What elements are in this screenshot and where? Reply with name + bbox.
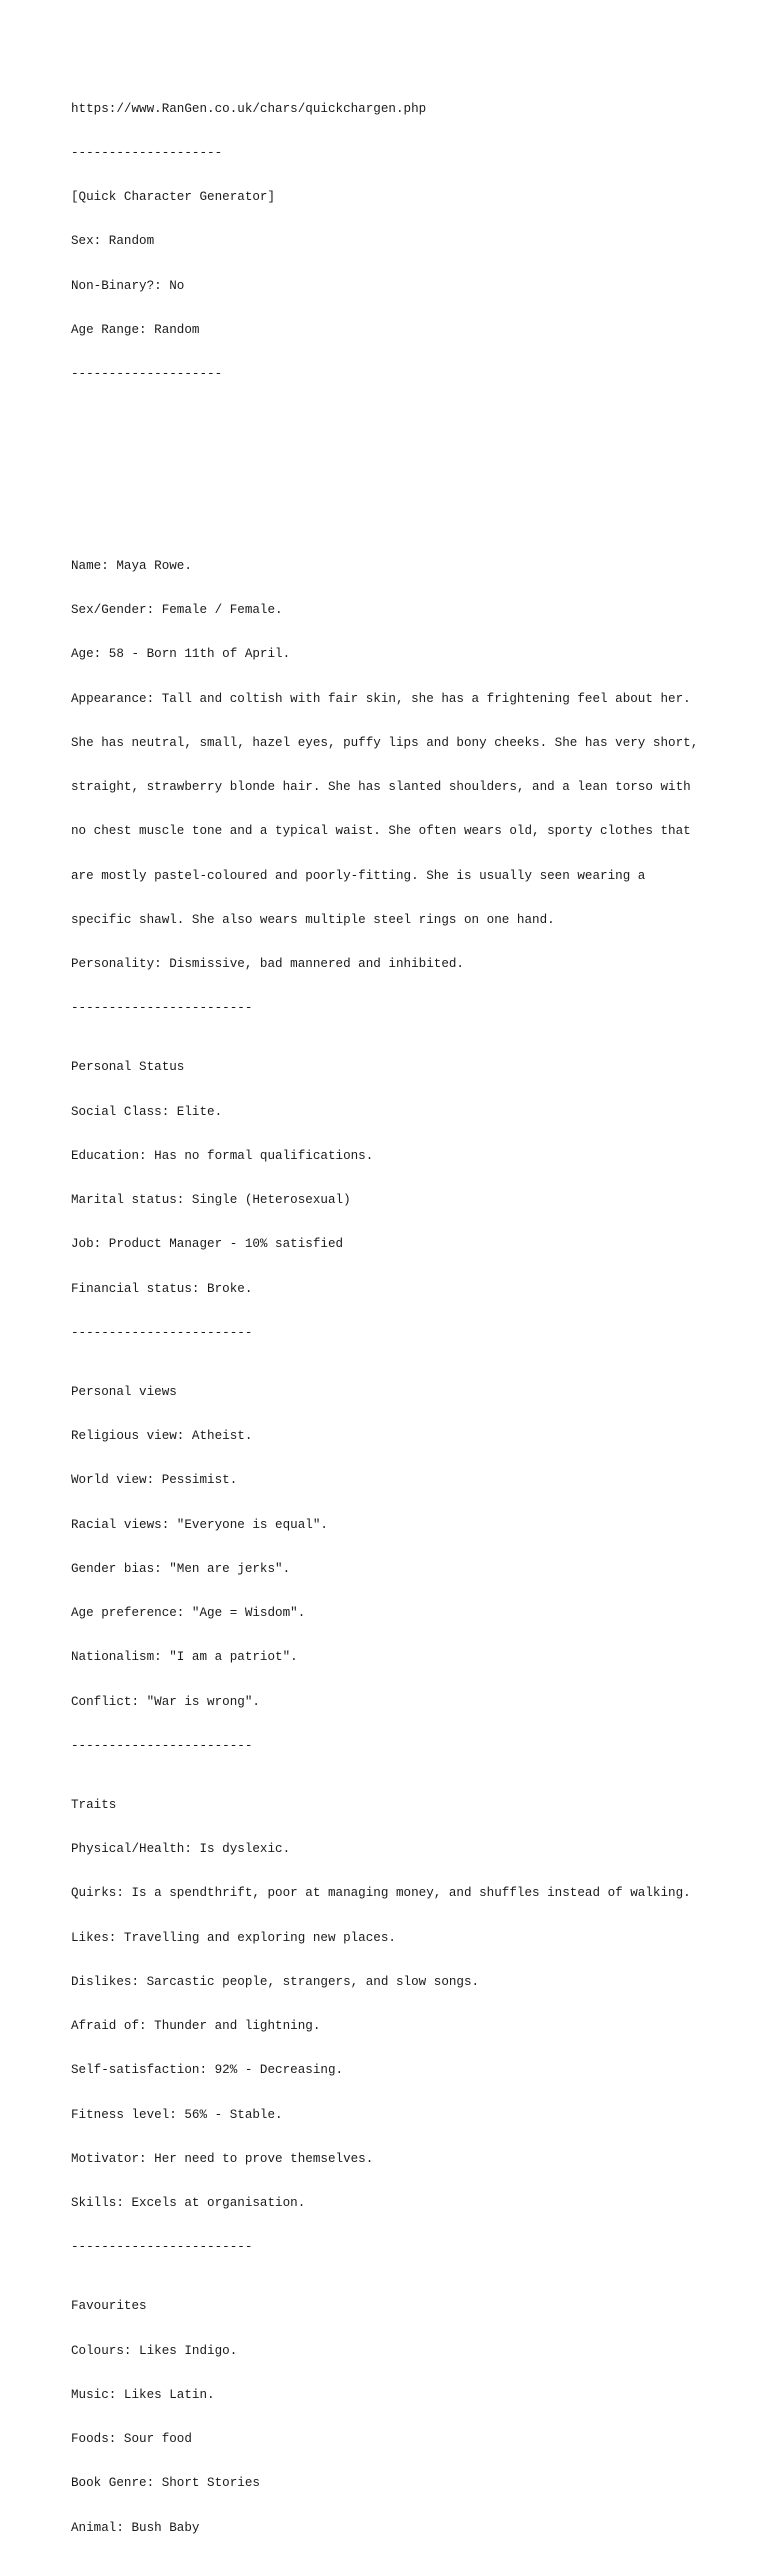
appearance-line: She has neutral, small, hazel eyes, puffy lips and bony cheeks. She has very short, bbox=[71, 735, 699, 750]
favourite-music: Music: Likes Latin. bbox=[71, 2387, 215, 2402]
appearance-line: are mostly pastel-coloured and poorly-fitting. She is usually seen wearing a bbox=[71, 868, 646, 883]
favourite-foods: Foods: Sour food bbox=[71, 2432, 192, 2446]
setting-sex: Sex: Random bbox=[71, 234, 155, 249]
spacer bbox=[71, 456, 751, 471]
nationalism: Nationalism: "I am a patriot". bbox=[71, 1650, 298, 1665]
personal-status-heading: Personal Status bbox=[71, 1060, 185, 1075]
spacer bbox=[71, 500, 751, 515]
character-personality: Personality: Dismissive, bad mannered and inhibited. bbox=[71, 957, 464, 971]
favourite-animal: Animal: Bush Baby bbox=[71, 2520, 200, 2535]
appearance-line: specific shawl. She also wears multiple steel rings on one hand. bbox=[71, 912, 555, 927]
favourite-book-genre: Book Genre: Short Stories bbox=[71, 2476, 260, 2491]
fitness-level: Fitness level: 56% - Stable. bbox=[71, 2107, 283, 2122]
divider: ------------------------ bbox=[71, 1325, 253, 1340]
religious-view: Religious view: Atheist. bbox=[71, 1429, 253, 1443]
motivator: Motivator: Her need to prove themselves. bbox=[71, 2151, 374, 2166]
spacer bbox=[71, 411, 751, 426]
dislikes: Dislikes: Sarcastic people, strangers, and slow songs. bbox=[71, 1974, 480, 1989]
favourite-colours: Colours: Likes Indigo. bbox=[71, 2343, 238, 2358]
physical-health: Physical/Health: Is dyslexic. bbox=[71, 1842, 291, 1856]
education: Education: Has no formal qualifications. bbox=[71, 1148, 374, 1163]
character-sex-gender: Sex/Gender: Female / Female. bbox=[71, 603, 283, 617]
favourites-heading: Favourites bbox=[71, 2299, 147, 2314]
likes: Likes: Travelling and exploring new places. bbox=[71, 1930, 396, 1945]
character-name: Name: Maya Rowe. bbox=[71, 558, 192, 573]
personal-views-heading: Personal views bbox=[71, 1384, 177, 1399]
document-page bbox=[71, 72, 751, 2550]
divider: -------------------- bbox=[71, 145, 223, 160]
divider: ------------------------ bbox=[71, 1001, 253, 1016]
racial-views: Racial views: "Everyone is equal". bbox=[71, 1517, 328, 1532]
setting-age-range: Age Range: Random bbox=[71, 322, 200, 337]
quirks: Quirks: Is a spendthrift, poor at managing money, and shuffles instead of walking. bbox=[71, 1886, 691, 1901]
job: Job: Product Manager - 10% satisfied bbox=[71, 1237, 344, 1252]
character-age: Age: 58 - Born 11th of April. bbox=[71, 647, 291, 662]
divider: -------------------- bbox=[71, 367, 223, 381]
financial-status: Financial status: Broke. bbox=[71, 1281, 253, 1296]
source-url: https://www.RanGen.co.uk/chars/quickchargen.php bbox=[71, 101, 427, 116]
divider: ------------------------ bbox=[71, 2240, 253, 2255]
setting-non-binary: Non-Binary?: No bbox=[71, 278, 185, 293]
conflict: Conflict: "War is wrong". bbox=[71, 1694, 260, 1709]
gender-bias: Gender bias: "Men are jerks". bbox=[71, 1561, 291, 1576]
appearance-line: straight, strawberry blonde hair. She has slanted shoulders, and a lean torso with bbox=[71, 780, 691, 794]
appearance-line: Appearance: Tall and coltish with fair skin, she has a frightening feel about her. bbox=[71, 691, 691, 706]
self-satisfaction: Self-satisfaction: 92% - Decreasing. bbox=[71, 2063, 344, 2078]
appearance-line: no chest muscle tone and a typical waist. She often wears old, sporty clothes that bbox=[71, 824, 691, 839]
divider: ------------------------ bbox=[71, 1738, 253, 1753]
world-view: World view: Pessimist. bbox=[71, 1473, 238, 1488]
settings-heading: [Quick Character Generator] bbox=[71, 190, 276, 204]
marital-status: Marital status: Single (Heterosexual) bbox=[71, 1193, 351, 1207]
afraid-of: Afraid of: Thunder and lightning. bbox=[71, 2019, 321, 2033]
traits-heading: Traits bbox=[71, 1797, 117, 1812]
social-class: Social Class: Elite. bbox=[71, 1104, 223, 1119]
age-preference: Age preference: "Age = Wisdom". bbox=[71, 1606, 306, 1620]
skills: Skills: Excels at organisation. bbox=[71, 2196, 306, 2210]
